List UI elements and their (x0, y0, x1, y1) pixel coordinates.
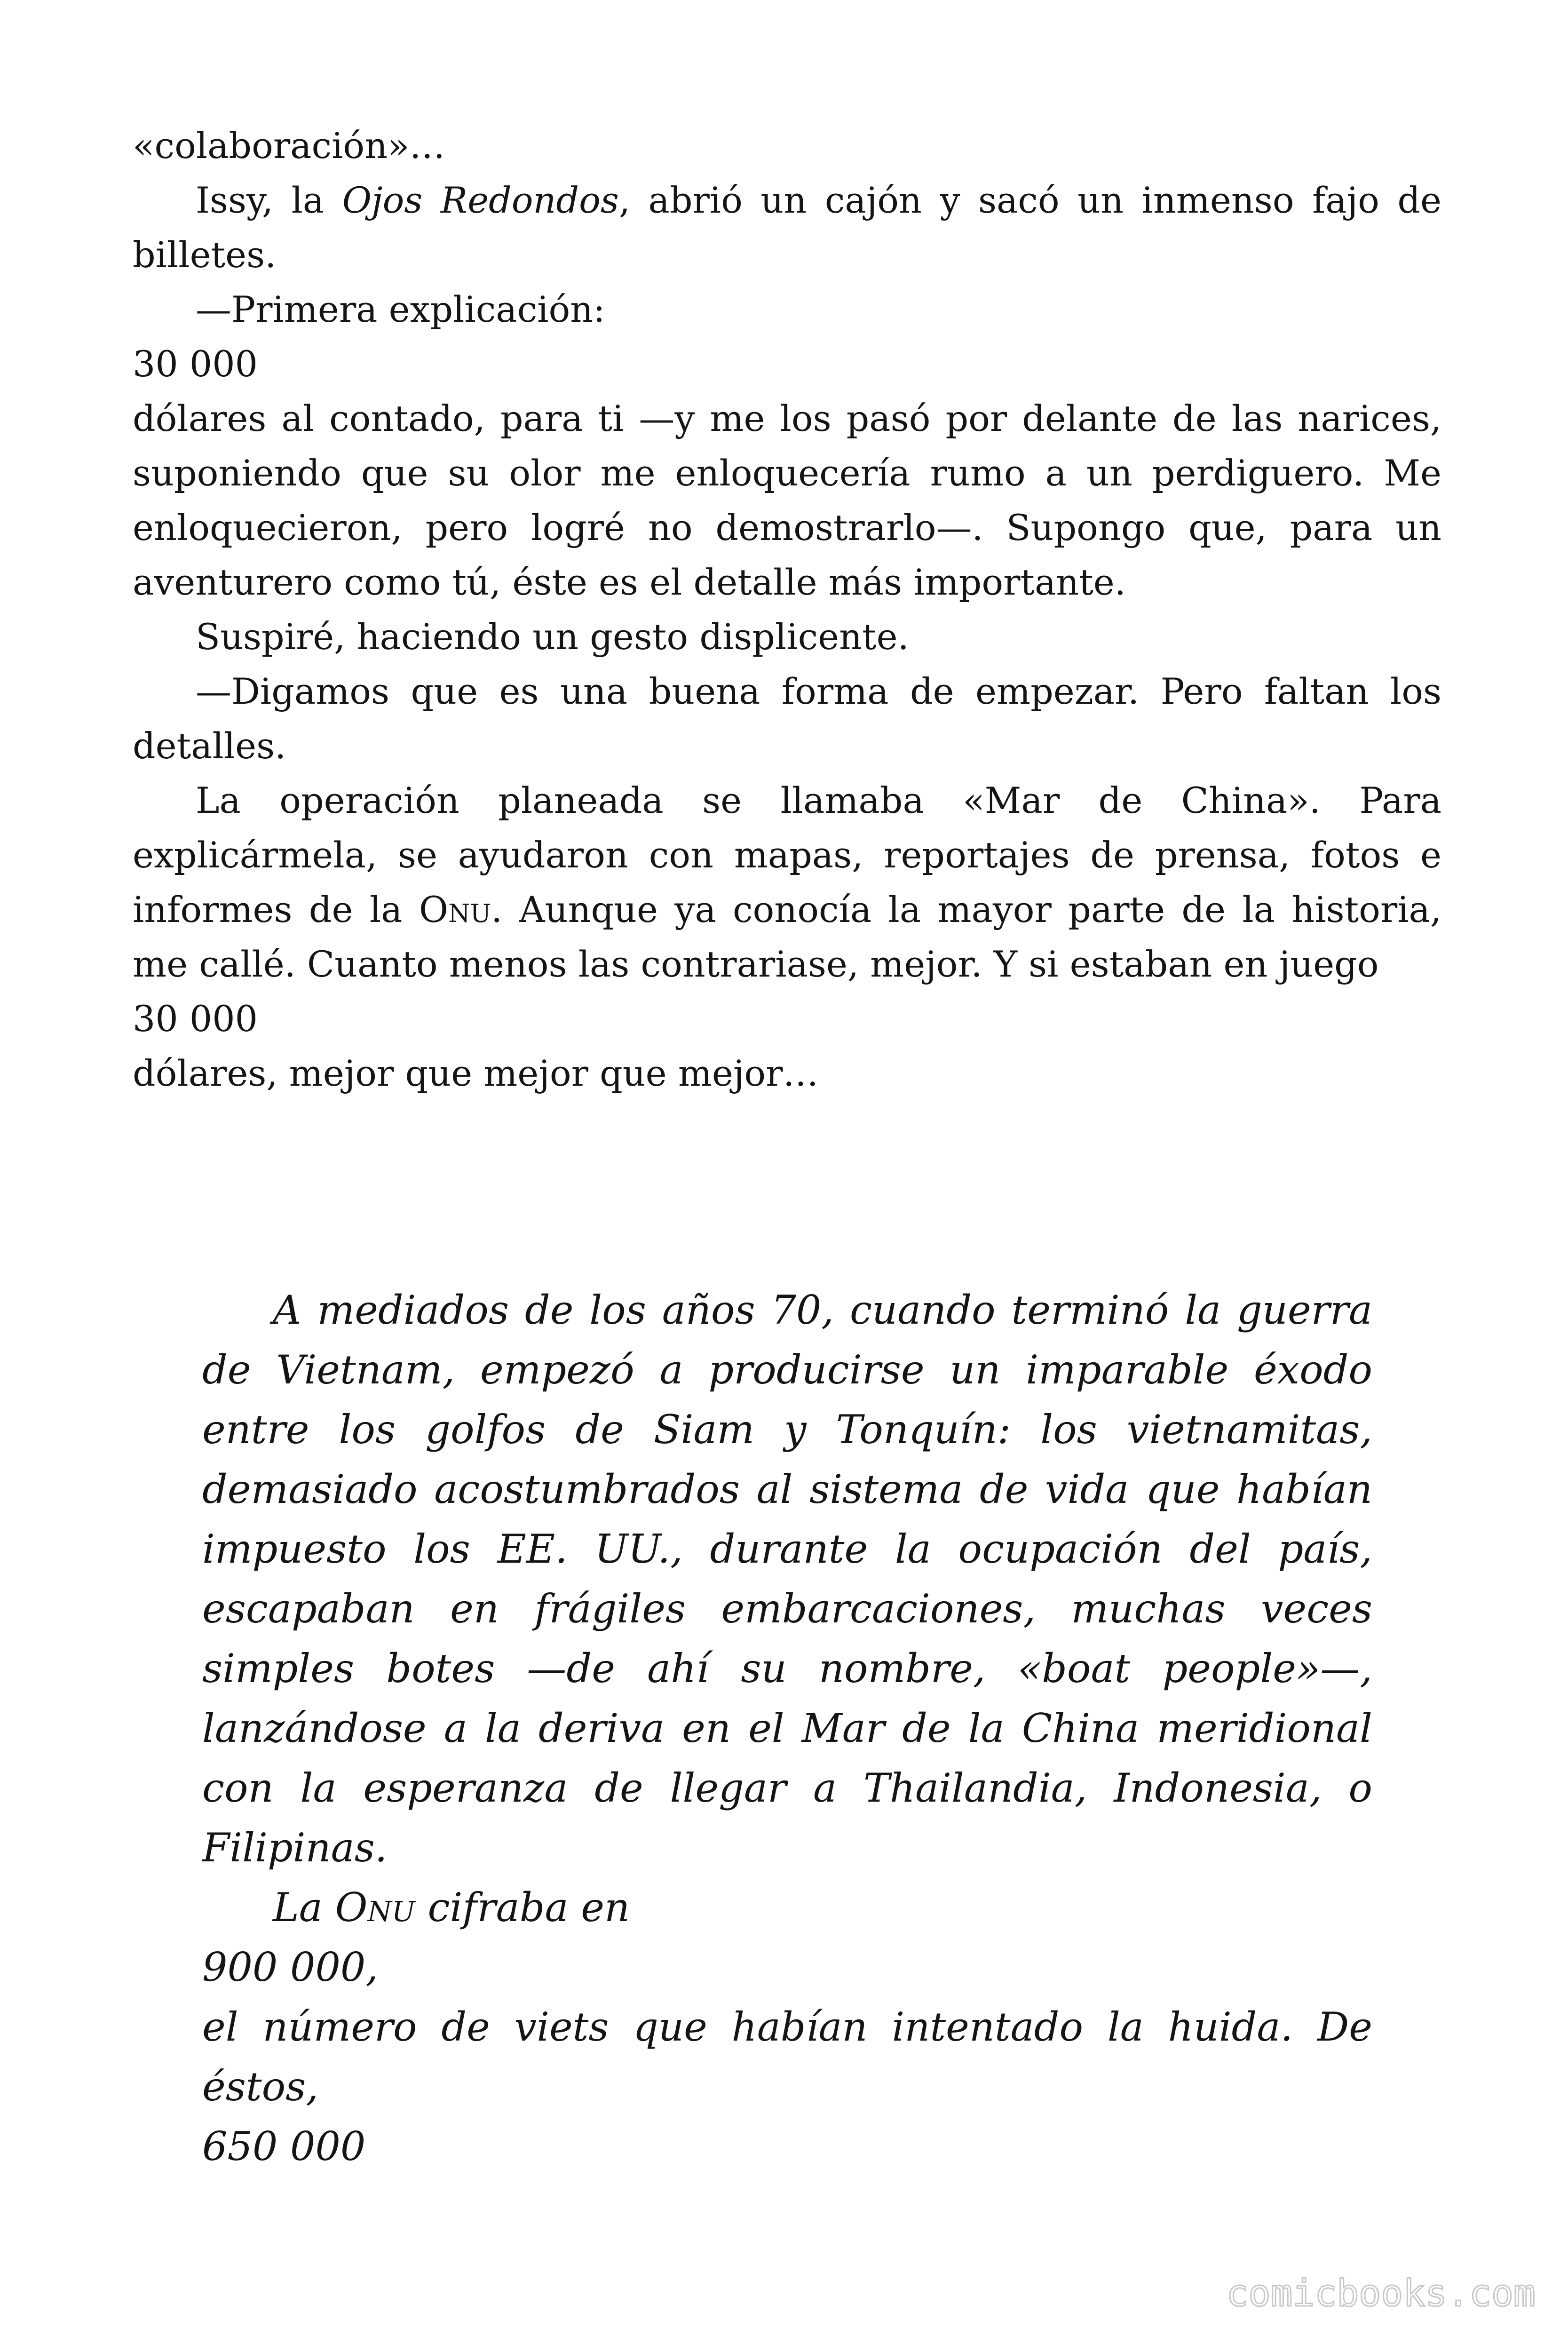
paragraph: dólares al contado, para ti —y me los pasó por delante de las narices, suponiendo que su olor me enloquecería rumo a un perdiguero. Me enloquecieron, pero logré no demostrarlo—. Supongo que, para un aventurero como tú, éste es el detalle más importante. (133, 397, 1441, 603)
acronym: Onu (419, 889, 491, 930)
paragraph-text: , abrió un cajón y sacó un inmenso fajo de billetes. (133, 179, 1441, 276)
italic-excerpt (202, 1280, 1372, 2177)
watermark-logo (1159, 2273, 1536, 2315)
paragraph-text: . Aunque ya conocía la mayor parte de la historia, me callé. Cuanto menos las contrariase, mejor. Y si estaban en juego (133, 889, 1441, 985)
paragraph: «colaboración»… (133, 125, 445, 167)
paragraph (133, 173, 1441, 282)
watermark-text: comicbooks.com (1226, 2273, 1536, 2315)
amount-line: 900 000, (202, 1944, 379, 1990)
italic-name: Ojos Redondos (342, 179, 619, 221)
amount-line: 650 000 (202, 2123, 366, 2169)
excerpt-paragraph: el número de viets que habían intentado la huida. De éstos, (202, 2004, 1372, 2110)
acronym: Onu (335, 1884, 415, 1931)
paragraph-text: La operación planeada se llamaba «Mar de China». Para explicármela, se ayudaron con mapas, reportajes de prensa, fotos e informes de la (133, 779, 1441, 930)
dialogue-line: —Primera explicación: (196, 288, 605, 330)
dialogue-line: —Digamos que es una buena forma de empezar. Pero faltan los detalles. (133, 670, 1441, 767)
paragraph-text: Issy, la (196, 179, 342, 221)
paragraph: dólares, mejor que mejor que mejor… (133, 1052, 819, 1094)
excerpt-text: cifraba en (415, 1884, 630, 1931)
excerpt-paragraph: A mediados de los años 70, cuando terminó la guerra de Vietnam, empezó a producirse un imparable éxodo entre los golfos de Siam y Tonquín: los vietnamitas, demasiado acostumbrados al sistema de vida que habían impuesto los EE. UU., durante la ocupación del país, escapaban en frágiles embarcaciones, muchas veces simples botes —de ahí su nombre, «boat people»—, lanzándose a la deriva en el Mar de la China meridional con la esperanza de llegar a Thailandia, Indonesia, o Filipinas. (202, 1287, 1372, 1871)
excerpt-paragraph (202, 1878, 1372, 1938)
amount-line: 30 000 (133, 343, 258, 385)
prose-block (133, 119, 1441, 1101)
paragraph (133, 773, 1441, 992)
amount-line: 30 000 (133, 998, 258, 1040)
paragraph: Suspiré, haciendo un gesto displicente. (196, 616, 909, 658)
excerpt-text: La (273, 1884, 335, 1931)
